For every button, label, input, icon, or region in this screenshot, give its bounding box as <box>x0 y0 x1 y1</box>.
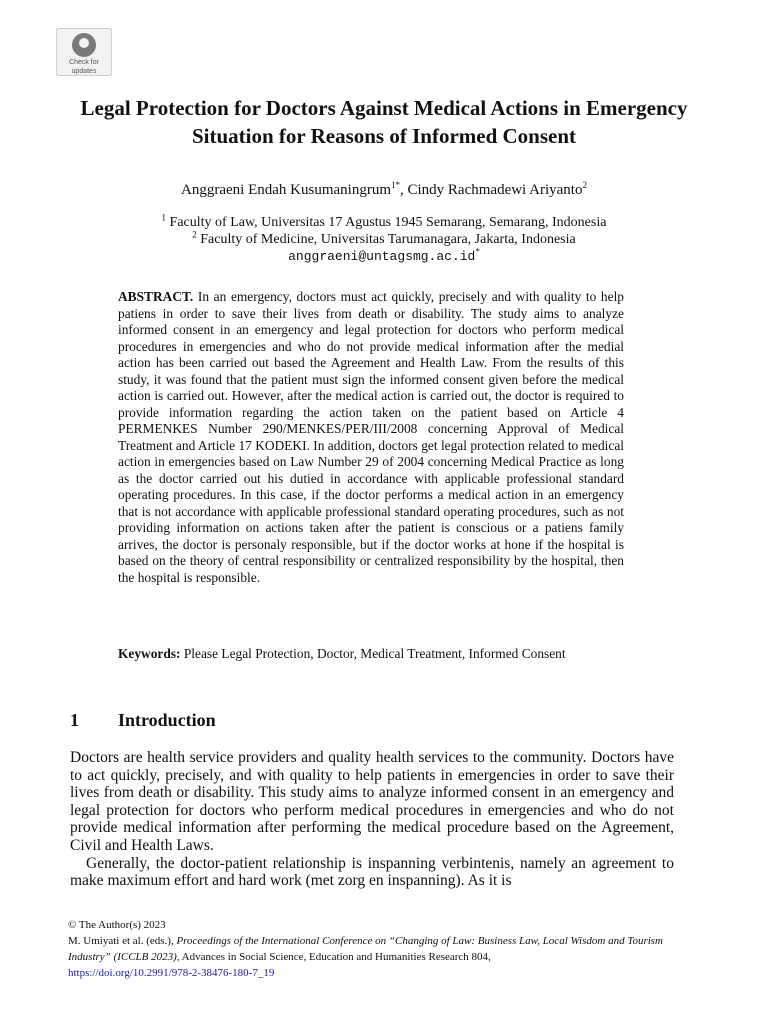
section-number: 1 <box>70 710 79 730</box>
body-text <box>70 749 674 890</box>
footer <box>68 917 688 981</box>
affiliations <box>60 214 708 265</box>
corresponding-email[interactable]: anggraeni@untagsmg.ac.id <box>288 249 476 264</box>
footer-editors: M. Umiyati et al. (eds.), <box>68 935 177 947</box>
affiliation-2 <box>60 231 708 248</box>
body-paragraph-2: Generally, the doctor-patient relationship is inspanning verbintenis, namely an agreement to make maximum effort and hard work (met zorg en inspanning). As it is <box>70 854 674 890</box>
author-2-marker: 2 <box>582 180 587 190</box>
author-list <box>60 180 708 200</box>
affiliation-2-marker: 2 <box>192 229 197 240</box>
author-2: Cindy Rachmadewi Ariyanto <box>407 182 583 198</box>
check-for-updates-badge[interactable] <box>56 28 112 76</box>
paper-title: Legal Protection for Doctors Against Medical Actions in Emergency Situation for Reasons of Informed Consent <box>80 96 688 148</box>
keywords <box>118 645 624 662</box>
affiliation-1-marker: 1 <box>161 212 167 223</box>
body-paragraph-1: Doctors are health service providers and quality health services to the community. Doctors have to act quickly, precisely, and with quality to help patients in emergencies in order to save their lives from death or disability. This study aims to analyze informed consent in an emergency and legal protection for doctors who perform medical procedures in emergencies and who do not provide medical information after performing the medical procedure based on the Agreement, Civil and Health Laws. <box>70 749 674 854</box>
keywords-label: Keywords: <box>118 646 181 661</box>
section-heading <box>70 708 216 732</box>
section-title: Introduction <box>118 710 216 730</box>
author-1: Anggraeni Endah Kusumaningrum <box>181 182 391 198</box>
footer-proceedings: Proceedings of the International Conference on “Changing of Law: Business Law, Local Wisdom and Tourism Industry” (ICCLB 2023) <box>68 935 664 963</box>
keywords-text: Please Legal Protection, Doctor, Medical Treatment, Informed Consent <box>180 646 566 661</box>
affiliation-1-text: Faculty of Law, Universitas 17 Agustus 1945 Semarang, Semarang, Indonesia <box>166 215 607 230</box>
footer-copyright: © The Author(s) 2023 <box>68 919 166 931</box>
email-line <box>60 248 708 265</box>
footer-citation <box>68 933 688 965</box>
affiliation-2-text: Faculty of Medicine, Universitas Tarumanagara, Jakarta, Indonesia <box>196 232 576 247</box>
badge-line-2: updates <box>71 68 97 75</box>
author-separator: , <box>400 182 408 198</box>
email-marker: * <box>475 246 480 257</box>
abstract-label: ABSTRACT. <box>118 289 194 304</box>
check-for-updates-icon <box>72 33 96 57</box>
author-1-marker: 1* <box>391 180 400 190</box>
affiliation-1 <box>60 214 708 231</box>
badge-line-1: Check for <box>69 59 99 66</box>
abstract-text: In an emergency, doctors must act quickly, precisely and with quality to help patiens in order to save their lives from death or disability. The study aims to analyze informed consent in an emergency and legal protection for doctors who perform medical procedures in emergencies and who do not provide medical information after the medial action has been carried out based the Agreement and Health Law. From the results of this study, it was found that the patient must sign the informed consent given before the medical action is carried out. However, after the medical action is carried out, the doctor is required to provide information regarding the action taken on the patient based on Article 4 PERMENKES Number 290/MENKES/PER/III/2008 concerning Approval of Medical Treatment and Article 17 KODEKI. In addition, doctors get legal protection related to medical action in emergencies based on Law Number 29 of 2004 concerning Medical Practice as long as the doctor carried out his dutied in accordance with applicable professional standard operating procedures. In this case, if the doctor performs a medical action in an emergency that is not accordance with applicable professional standard operating procedures, such as not providing information on actions taken after the patient is conscious or a patiens family arrives, the doctor is personaly responsible, but if the doctor works at hone if the hospital is based on the theory of central responsibility or centralized responsibility by the hospital, then the hospital is responsible. <box>118 289 624 585</box>
doi-link[interactable]: https://doi.org/10.2991/978-2-38476-180-7_19 <box>68 967 275 979</box>
footer-series: , Advances in Social Science, Education and Humanities Research 804, <box>176 951 491 963</box>
abstract <box>118 289 624 586</box>
